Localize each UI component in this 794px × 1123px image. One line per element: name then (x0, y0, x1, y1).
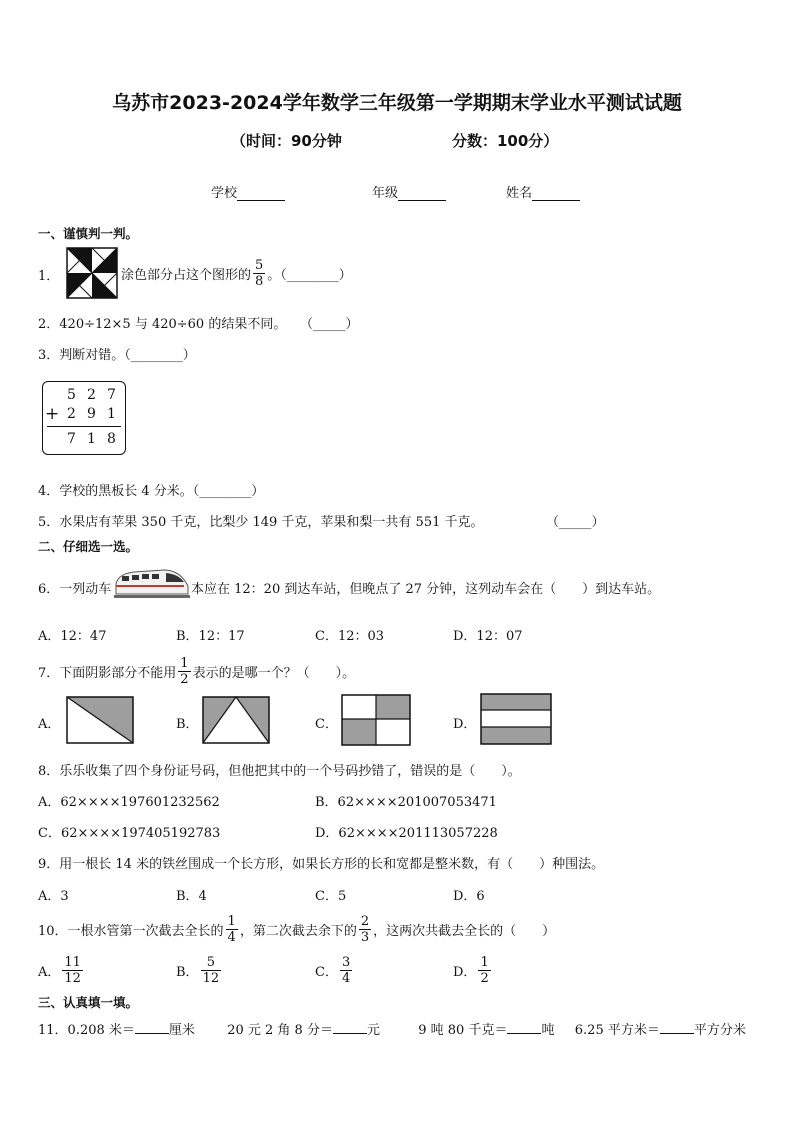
q6-option-d[interactable]: D．12：07 (453, 629, 523, 644)
q10-option-a-fraction: $\frac{11}{12}$ (64, 954, 81, 986)
q11-blank-3[interactable] (507, 1022, 541, 1034)
section-2-heading: 二、仔细选一选。 (38, 539, 139, 554)
q7-option-b-figure[interactable] (202, 696, 270, 744)
q1-text: 涂色部分占这个图形的 $\frac{5}{8}$ 。（________） (121, 257, 352, 289)
q8-option-c[interactable]: C．62××××197405192783 (38, 826, 221, 841)
q2-answer-blank[interactable]: （_____） (300, 317, 359, 332)
section-3-heading: 三、认真填一填。 (38, 995, 139, 1010)
q8-option-d[interactable]: D．62××××201113057228 (315, 826, 498, 841)
q11-blank-4[interactable] (660, 1022, 694, 1034)
q7-option-d-figure[interactable] (480, 693, 552, 745)
q3-text: 3．判断对错。（________） (38, 348, 196, 363)
q7-option-a-figure[interactable] (66, 696, 134, 744)
name-field[interactable]: 姓名 (506, 182, 580, 201)
q10-option-d-fraction: $\frac{1}{2}$ (480, 954, 489, 986)
q4-text: 4．学校的黑板长 4 分米。（________） (38, 484, 265, 499)
q6-post: 本应在 12：20 到达车站，但晚点了 27 分钟，这列动车会在（ ）到达车站。 (191, 582, 661, 597)
q7-text: 7．下面阴影部分不能用 $\frac{1}{2}$ 表示的是哪一个？（ ）。 (38, 655, 356, 687)
q9-option-b[interactable]: B．4 (176, 889, 207, 904)
q11-text: 11．0.208 米＝ 厘米 20 元 2 角 8 分＝ 元 9 吨 80 千克＝ 吨 6.25 平方米＝ 平方分米 (38, 1023, 746, 1038)
q8-text: 8．乐乐收集了四个身份证号码，但他把其中的一个号码抄错了，错误的是（ ）。 (38, 764, 521, 779)
q6-option-b[interactable]: B．12：17 (176, 629, 245, 644)
q8-option-b[interactable]: B．62××××201007053471 (315, 795, 497, 810)
q10-fraction-2: $\frac{2}{3}$ (360, 913, 370, 945)
section-1-heading: 一、谨慎判一判。 (38, 226, 139, 241)
exam-score: 分数：100分） (452, 132, 559, 150)
q3-sum-line (47, 426, 121, 427)
q7-option-b-label[interactable]: B． (176, 717, 199, 732)
q10-option-a[interactable]: A． $\frac{11}{12}$ (38, 954, 81, 986)
q10-option-d[interactable]: D． $\frac{1}{2}$ (453, 954, 489, 986)
q1-shaded-square-figure (66, 247, 118, 299)
q7-option-c-label[interactable]: C． (315, 717, 338, 732)
q6-option-a[interactable]: A．12：47 (38, 629, 107, 644)
q10-fraction-1: $\frac{1}{4}$ (227, 913, 236, 945)
q3-addition-box: 5 2 7 + 2 9 1 7 1 8 (42, 381, 126, 455)
q5-answer-blank[interactable]: （_____） (546, 515, 605, 530)
train-icon (114, 564, 190, 602)
q9-text: 9．用一根长 14 米的铁丝围成一个长方形，如果长方形的长和宽都是整米数，有（ ）种围法。 (38, 857, 605, 872)
q9-option-a[interactable]: A．3 (38, 889, 69, 904)
q6-pre: 6．一列动车 (38, 582, 112, 597)
q7-option-c-figure[interactable] (341, 694, 411, 746)
grade-field[interactable]: 年级 (372, 182, 446, 201)
q6-option-c[interactable]: C．12：03 (315, 629, 385, 644)
q10-option-c-fraction: $\frac{3}{4}$ (341, 954, 351, 986)
q1-fraction: $\frac{5}{8}$ (255, 257, 264, 289)
q7-option-a-label[interactable]: A． (38, 717, 61, 732)
q9-option-c[interactable]: C．5 (315, 889, 347, 904)
q10-option-b[interactable]: B． $\frac{5}{12}$ (176, 954, 220, 986)
school-field[interactable]: 学校 (211, 182, 285, 201)
q7-option-d-label[interactable]: D． (453, 717, 477, 732)
exam-time: （时间：90分钟 (231, 132, 342, 150)
q11-blank-1[interactable] (135, 1022, 169, 1034)
q10-option-c[interactable]: C． $\frac{3}{4}$ (315, 954, 351, 986)
q8-option-a[interactable]: A．62××××197601232562 (38, 795, 220, 810)
q9-option-d[interactable]: D．6 (453, 889, 485, 904)
q1-number: 1． (38, 269, 60, 284)
q11-blank-2[interactable] (333, 1022, 367, 1034)
q7-fraction: $\frac{1}{2}$ (180, 655, 189, 687)
page-title: 乌苏市2023-2024学年数学三年级第一学期期末学业水平测试试题 (112, 92, 682, 114)
q5-text: 5．水果店有苹果 350 千克，比梨少 149 千克，苹果和梨一共有 551 千克。 (38, 515, 484, 530)
q10-option-b-fraction: $\frac{5}{12}$ (202, 954, 220, 986)
q2-text: 2．420÷12×5 与 420÷60 的结果不同。 (38, 317, 287, 332)
q10-text: 10．一根水管第一次截去全长的 $\frac{1}{4}$ ，第二次截去余下的 $\frac{2}{3}$ ，这两次共截去全长的（ ） (38, 913, 556, 945)
